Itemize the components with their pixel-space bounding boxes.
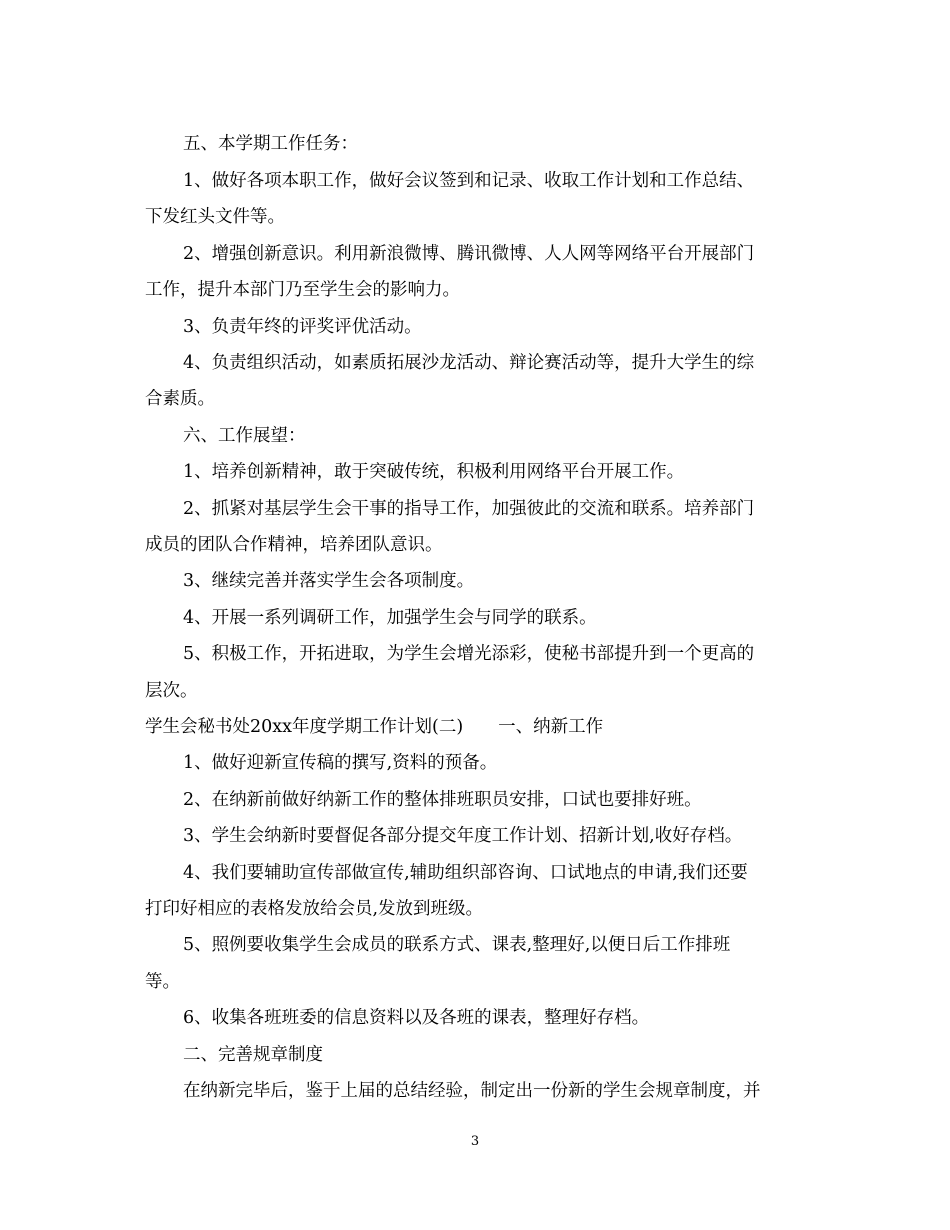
- paragraph-line: 层次。: [145, 681, 198, 701]
- paragraph-line: 5、积极工作，开拓进取，为学生会增光添彩，使秘书部提升到一个更高的: [183, 644, 755, 664]
- paragraph-line: 等。: [145, 972, 180, 992]
- paragraph-line: 4、负责组织活动，如素质拓展沙龙活动、辩论赛活动等，提升大学生的综: [183, 353, 755, 373]
- paragraph-line: 4、开展一系列调研工作，加强学生会与同学的联系。: [183, 608, 597, 628]
- paragraph-line: 1、培养创新精神，敢于突破传统，积极利用网络平台开展工作。: [183, 462, 685, 482]
- paragraph-line: 2、在纳新前做好纳新工作的整体排班职员安排，口试也要排好班。: [183, 790, 702, 810]
- paragraph-line: 5、照例要收集学生会成员的联系方式、课表,整理好,以便日后工作排班: [183, 935, 731, 955]
- paragraph-line: 3、继续完善并落实学生会各项制度。: [183, 571, 475, 591]
- paragraph-line: 工作，提升本部门乃至学生会的影响力。: [145, 280, 460, 300]
- section-heading: 二、完善规章制度: [183, 1045, 323, 1065]
- paragraph-line: 4、我们要辅助宣传部做宣传,辅助组织部咨询、口试地点的申请,我们还要: [183, 863, 748, 883]
- document-title-line: 学生会秘书处20xx年度学期工作计划(二) 一、纳新工作: [145, 717, 604, 737]
- paragraph-line: 1、做好各项本职工作，做好会议签到和记录、收取工作计划和工作总结、: [183, 171, 755, 191]
- paragraph-line: 下发红头文件等。: [145, 207, 285, 227]
- paragraph-line: 在纳新完毕后，鉴于上届的总结经验，制定出一份新的学生会规章制度，并: [183, 1081, 761, 1101]
- paragraph-line: 1、做好迎新宣传稿的撰写,资料的预备。: [183, 753, 498, 773]
- page-number: 3: [470, 1134, 480, 1149]
- paragraph-line: 打印好相应的表格发放给会员,发放到班级。: [145, 899, 484, 919]
- paragraph-line: 合素质。: [145, 389, 215, 409]
- paragraph-line: 2、抓紧对基层学生会干事的指导工作，加强彼此的交流和联系。培养部门: [183, 499, 755, 519]
- paragraph-line: 3、负责年终的评奖评优活动。: [183, 317, 422, 337]
- section-heading: 五、本学期工作任务：: [183, 134, 358, 154]
- paragraph-line: 成员的团队合作精神，培养团队意识。: [145, 535, 443, 555]
- section-heading: 六、工作展望：: [183, 426, 306, 446]
- paragraph-line: 2、增强创新意识。利用新浪微博、腾讯微博、人人网等网络平台开展部门: [183, 244, 755, 264]
- paragraph-line: 3、学生会纳新时要督促各部分提交年度工作计划、招新计划,收好存档。: [183, 826, 743, 846]
- paragraph-line: 6、收集各班班委的信息资料以及各班的课表，整理好存档。: [183, 1008, 650, 1028]
